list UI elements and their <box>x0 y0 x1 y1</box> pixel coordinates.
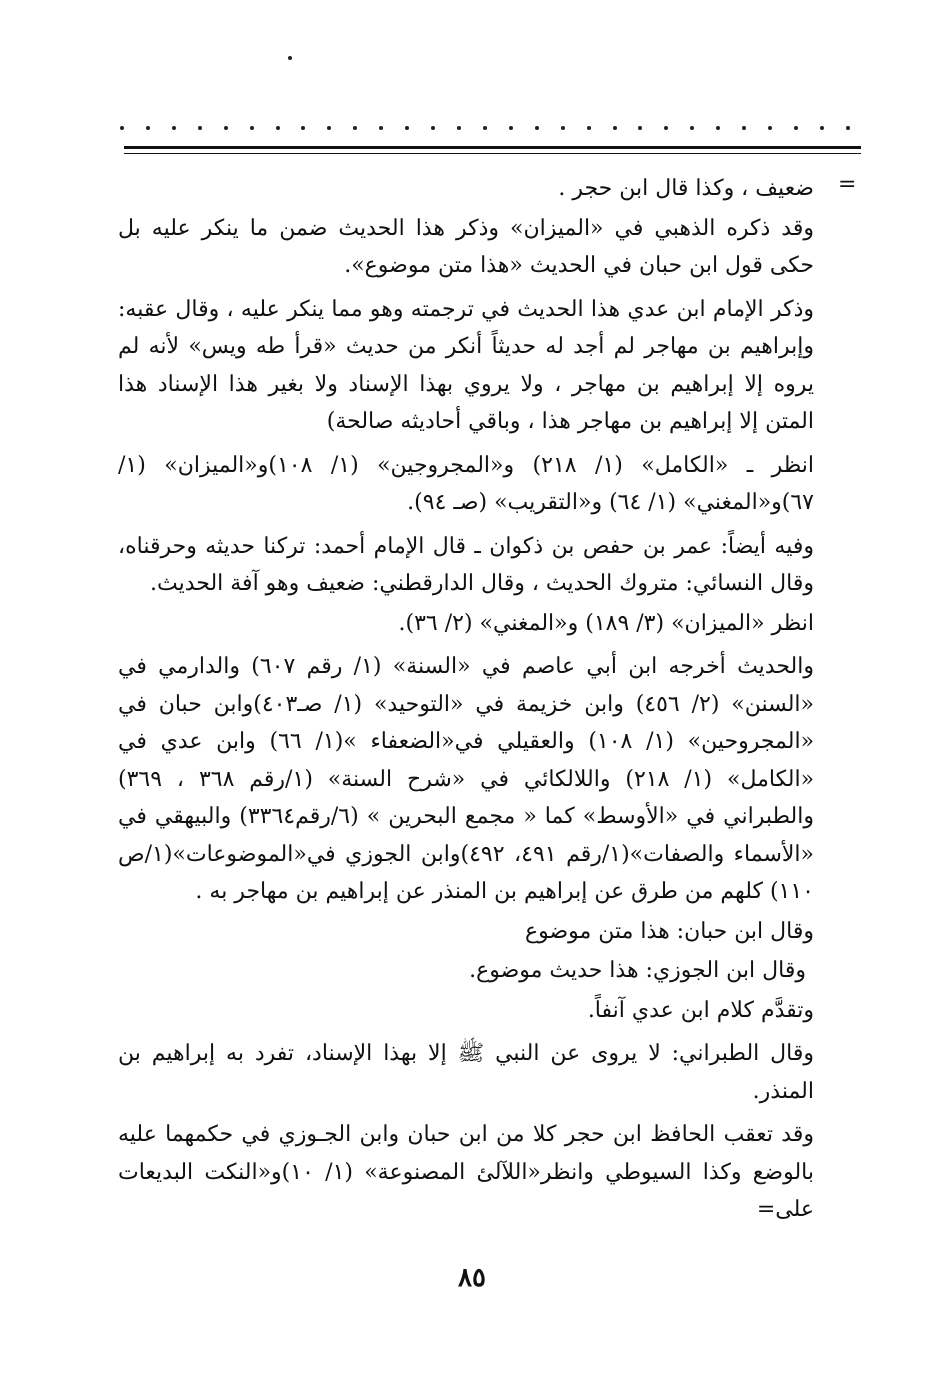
footnote-continuation-mark: = <box>838 172 857 197</box>
quote-line: وقال ابن الجوزي: هذا حديث موضوع. <box>469 958 806 983</box>
decorative-dot-border <box>120 122 850 134</box>
paragraph: وقال الطبراني: لا يروى عن النبي ﷺ إلا بهذا الإسناد، تفرد به إبراهيم بن المنذر. <box>118 1041 814 1104</box>
paragraph: ضعيف ، وكذا قال ابن حجر . <box>558 176 814 201</box>
page-number: ٨٥ <box>458 1263 486 1293</box>
footnote-text-block <box>118 170 814 1231</box>
header-rule-thick <box>124 146 861 149</box>
paragraph: وقد ذكره الذهبي في «الميزان» وذكر هذا الحديث ضمن ما ينكر عليه بل حكى قول ابن حبان في الحديث «هذا متن موضوع». <box>118 215 814 278</box>
reference-line: انظر ـ «الكامل» (١/ ٢١٨) و«المجروجين» (١/ ١٠٨)و«الميزان» (١/ ٦٧)و«المغني» (١/ ٦٤) و«التقريب» (صـ ٩٤). <box>118 452 815 515</box>
quote-line: وقال ابن حبان: هذا متن موضوع <box>524 918 814 944</box>
header-rule-thin <box>124 153 861 154</box>
paragraph: والحديث أخرجه ابن أبي عاصم في «السنة» (١/ رقم ٦٠٧) والدارمي في «السنن» (٢/ ٤٥٦) وابن خزيمة في «التوحيد» (١/ صـ٤٠٣)وابن حبان في «المجروحين» (١/ ١٠٨) والعقيلي في«الضعفاء »(١/ ٦٦) وابن عدي في «الكامل» (١/ ٢١٨) واللالكائي في «شرح السنة» (١/رقم ٣٦٨ ، ٣٦٩) والطبراني في «الأوسط» كما « مجمع البحرين » (٦/رقم٣٣٦٤) والبيهقي في «الأسماء والصفات»(١/رقم ٤٩١، ٤٩٢)وابن الجوزي في«الموضوعات»(١/ص ١١٠) كلهم من طرق عن إبراهيم بن المنذر عن إبراهيم بن مهاجر به . <box>118 654 815 904</box>
stray-dot <box>288 56 292 60</box>
paragraph: وقد تعقب الحافظ ابن حجر كلا من ابن حبان وابن الجـوزي في حكمهما عليه بالوضع وكذا السيوطي وانظر«اللآلئ المصنوعة» (١/ ١٠)و«النكت البديعات على= <box>118 1122 814 1222</box>
quote-line: وتقدَّم كلام ابن عدي آنفاً. <box>587 997 814 1023</box>
paragraph: وذكر الإمام ابن عدي هذا الحديث في ترجمته وهو مما ينكر عليه ، وقال عقبه: وإبراهيم بن مهاجر لم أجد له حديثاً أنكر من حديث «قرأ طه ويس» لأنه لم يروه إلا إبراهيم بن مهاجر ، ولا يروي بهذا الإسناد ولا بغير هذا الإسناد هذا المتن إلا إبراهيم بن مهاجر هذا ، وباقي أحاديثه صالحة) <box>118 296 814 434</box>
paragraph: وفيه أيضاً: عمر بن حفص بن ذكوان ـ قال الإمام أحمد: تركنا حديثه وحرقناه، وقال النسائي: متروك الحديث ، وقال الدارقطني: ضعيف وهو آفة الحديث. <box>118 533 814 596</box>
reference-line: انظر «الميزان» (٣/ ١٨٩) و«المغني» (٢/ ٣٦). <box>398 610 814 636</box>
